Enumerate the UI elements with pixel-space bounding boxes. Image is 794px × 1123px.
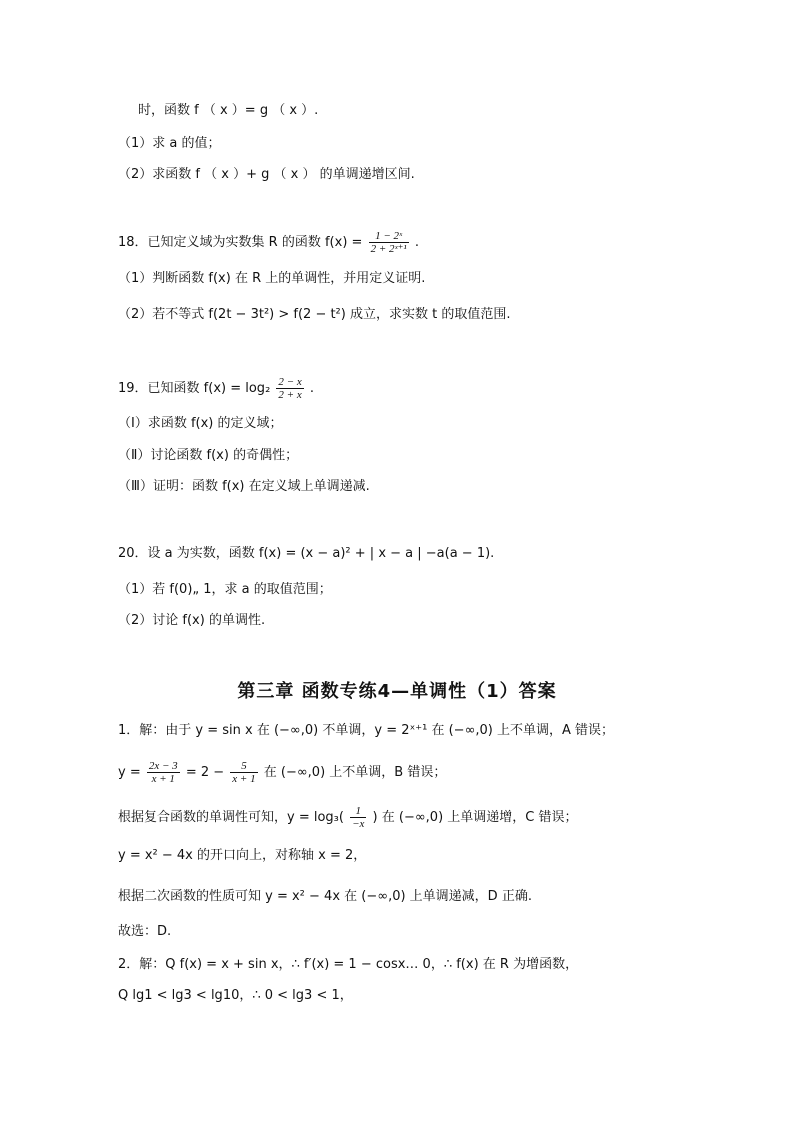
q19-part3-text: （Ⅲ）证明：函数 f(x) 在定义域上单调递减.	[118, 479, 370, 494]
q19-frac-numerator: 2 − x	[278, 376, 302, 388]
q19-stem-text: 19．已知函数 f(x) = log₂	[118, 381, 271, 396]
q18-part2-text: （2）若不等式 f(2t − 3t²) > f(2 − t²) 成立，求实数 t 的取值范围.	[118, 307, 511, 322]
answer1-line4	[118, 846, 366, 866]
answer1-line3-tail: ) 在 (−∞,0) 上单调递增，C 错误；	[372, 810, 578, 825]
q17-part1-text: （1）求 a 的值；	[118, 136, 221, 151]
answer2-line1	[118, 955, 578, 975]
answer1-fraction-3	[350, 805, 366, 830]
q19-part1	[118, 414, 283, 434]
answer1-frac1-numerator: 2x − 3	[148, 760, 178, 772]
q20-part2-text: （2）讨论 f(x) 的单调性.	[118, 613, 266, 628]
q17-part2	[118, 165, 415, 185]
q18-fraction	[369, 230, 409, 255]
answer2-line2	[118, 986, 353, 1006]
q19-part1-text: （Ⅰ）求函数 f(x) 的定义域；	[118, 416, 283, 431]
answer2-line1-text: 2．解：Q f(x) = x + sin x，∴ f′(x) = 1 − cosx… 0，∴ f(x) 在 R 为增函数，	[118, 957, 579, 972]
q20-part1	[118, 580, 332, 600]
q18-stem-end: .	[414, 235, 419, 250]
q18-part1	[118, 269, 425, 289]
q19-stem-end: .	[309, 381, 315, 396]
q17-condition-text: 时，函数 f （ x ）= g （ x ）.	[138, 103, 319, 118]
answer1-line2-tail: 在 (−∞,0) 上不单调，B 错误；	[263, 765, 447, 780]
answer1-line5-text: 根据二次函数的性质可知 y = x² − 4x 在 (−∞,0) 上单调递减，D 正确.	[118, 889, 532, 904]
answer1-frac1-denominator: x + 1	[151, 773, 175, 785]
answers-section-title: 第三章 函数专练4—单调性（1）答案	[237, 681, 557, 702]
answer1-frac2-numerator: 5	[230, 760, 257, 773]
q18-stem-text: 18．已知定义域为实数集 R 的函数 f(x) =	[118, 235, 363, 250]
answer1-frac2-denominator: x + 1	[232, 773, 256, 785]
answer1-line1-text: 1．解：由于 y = sin x 在 (−∞,0) 不单调，y = 2ˣ⁺¹ 在 (−∞,0) 上不单调，A 错误；	[118, 723, 615, 738]
answer1-frac3-denominator: −x	[352, 818, 365, 830]
q18-frac-denominator: 2 + 2ˣ⁺¹	[370, 243, 407, 255]
q17-part2-text: （2）求函数 f （ x ）+ g （ x ） 的单调递增区间.	[118, 167, 415, 182]
q18-stem	[118, 230, 419, 255]
answer1-line6	[118, 922, 171, 942]
q18-part1-text: （1）判断函数 f(x) 在 R 上的单调性，并用定义证明.	[118, 271, 426, 286]
q20-part2	[118, 611, 265, 631]
q19-frac-denominator: 2 + x	[278, 389, 302, 401]
q19-fraction	[276, 376, 303, 401]
answer1-line4-text: y = x² − 4x 的开口向上，对称轴 x = 2，	[118, 848, 367, 863]
answer1-line6-text: 故选：D.	[118, 924, 172, 939]
answer1-fraction-2	[230, 760, 257, 785]
answer1-line3	[118, 805, 578, 830]
answer1-fraction-1	[147, 760, 180, 785]
q18-frac-numerator: 1 − 2ˣ	[369, 230, 409, 243]
answer2-line2-text: Q lg1 < lg3 < lg10，∴ 0 < lg3 < 1，	[118, 988, 353, 1003]
answer1-line1	[118, 721, 614, 741]
answer1-line2	[118, 760, 446, 785]
q19-part2	[118, 446, 298, 466]
answer1-line2-lhs: y =	[118, 765, 141, 780]
answer1-line3-head: 根据复合函数的单调性可知，y = log₃(	[118, 810, 344, 825]
answer1-frac3-numerator: 1	[350, 805, 366, 818]
q17-part1	[118, 134, 221, 154]
q19-part2-text: （Ⅱ）讨论函数 f(x) 的奇偶性；	[118, 448, 299, 463]
q18-part2	[118, 305, 510, 325]
q17-condition-line	[138, 101, 318, 121]
q20-stem	[118, 544, 494, 564]
answer1-line2-mid: = 2 −	[185, 765, 225, 780]
q19-part3	[118, 477, 370, 497]
q19-stem	[118, 376, 314, 401]
answer1-line5	[118, 887, 532, 907]
q20-part1-text: （1）若 f(0)„ 1，求 a 的取值范围；	[118, 582, 332, 597]
q20-stem-text: 20．设 a 为实数，函数 f(x) = (x − a)² + | x − a | −a(a − 1).	[118, 546, 495, 561]
